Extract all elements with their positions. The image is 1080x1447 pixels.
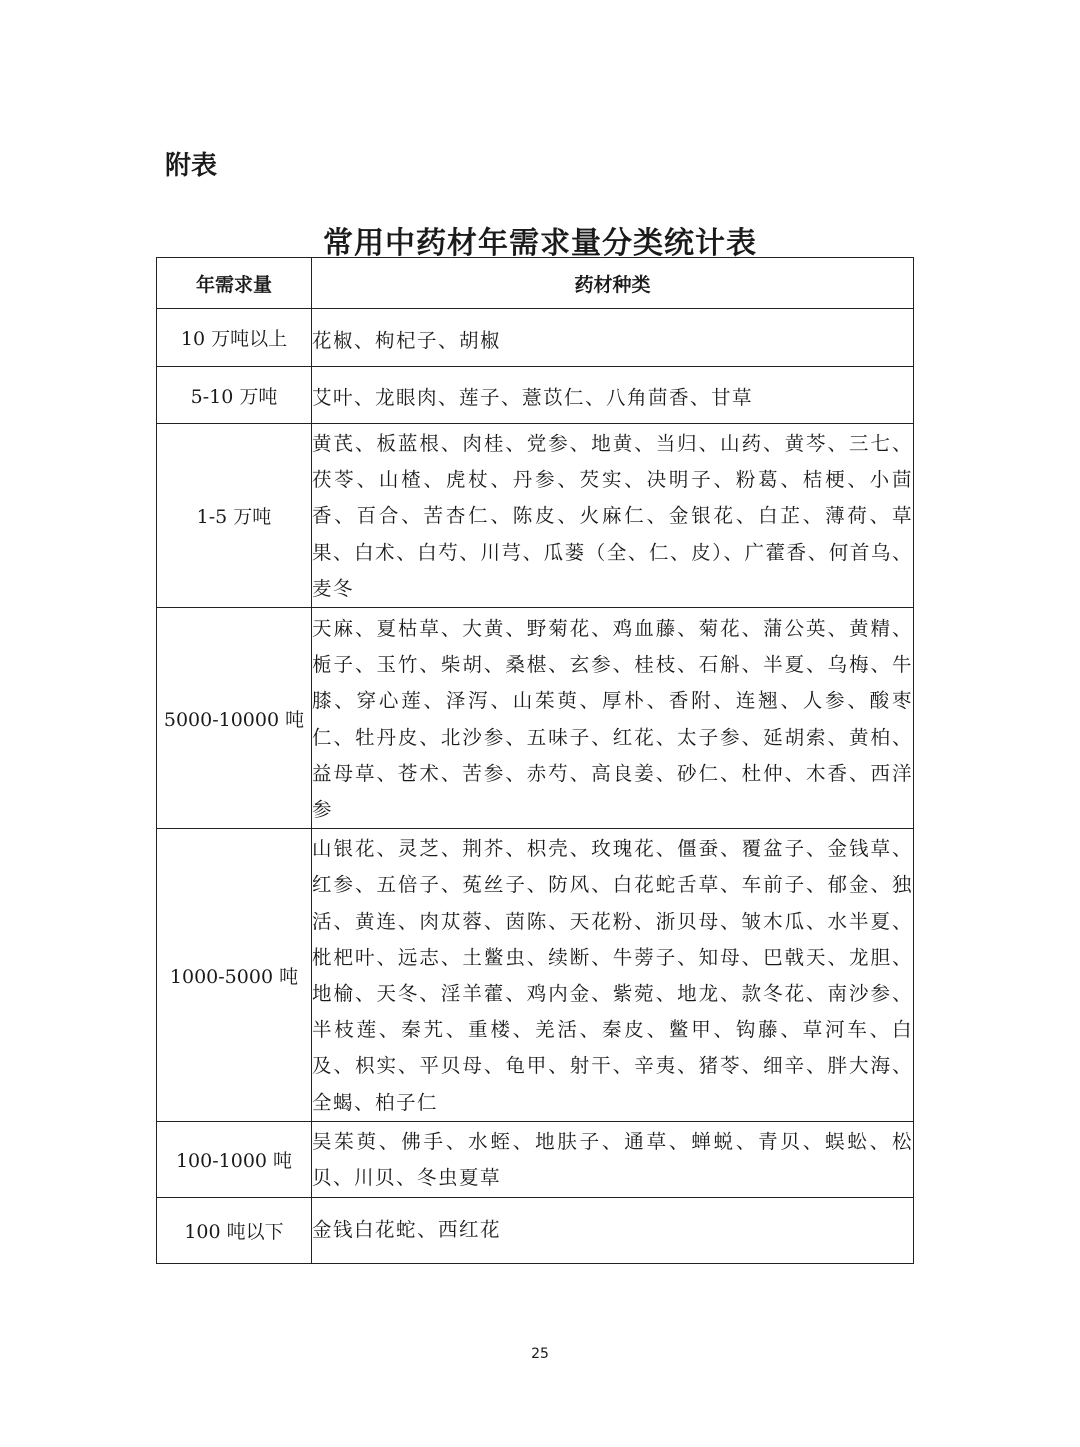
header-annual-demand: 年需求量 (157, 258, 312, 309)
table-row (157, 367, 914, 424)
demand-amount-cell: 10 万吨以上 (157, 309, 312, 367)
header-herb-types: 药材种类 (312, 258, 914, 309)
demand-amount-cell: 1000-5000 吨 (157, 829, 312, 1122)
demand-amount-cell: 1-5 万吨 (157, 424, 312, 608)
document-title: 常用中药材年需求量分类统计表 (323, 226, 757, 261)
table-row (157, 608, 914, 829)
herb-list-cell: 花椒、枸杞子、胡椒 (312, 309, 914, 367)
page-number: 25 (531, 1346, 549, 1362)
appendix-label: 附表 (165, 151, 218, 181)
demand-amount-cell: 100 吨以下 (157, 1197, 312, 1263)
table-row (157, 1122, 914, 1197)
herb-list-cell: 艾叶、龙眼肉、莲子、薏苡仁、八角茴香、甘草 (312, 367, 914, 424)
demand-amount-cell: 5-10 万吨 (157, 367, 312, 424)
table-row (157, 424, 914, 608)
demand-amount-cell: 5000-10000 吨 (157, 608, 312, 829)
herb-list-cell: 天麻、夏枯草、大黄、野菊花、鸡血藤、菊花、蒲公英、黄精、栀子、玉竹、柴胡、桑椹、玄参、桂枝、石斛、半夏、乌梅、牛膝、穿心莲、泽泻、山茱萸、厚朴、香附、连翘、人参、酸枣仁、牡丹皮、北沙参、五味子、红花、太子参、延胡索、黄柏、益母草、苍术、苦参、赤芍、高良姜、砂仁、杜仲、木香、西洋参 (312, 608, 914, 829)
table-row (157, 829, 914, 1122)
table-row (157, 309, 914, 367)
table-row (157, 1197, 914, 1263)
herb-demand-table (156, 257, 914, 1264)
herb-list-cell: 金钱白花蛇、西红花 (312, 1197, 914, 1263)
herb-list-cell: 吴茱萸、佛手、水蛭、地肤子、通草、蝉蜕、青贝、蜈蚣、松贝、川贝、冬虫夏草 (312, 1122, 914, 1197)
herb-list-cell: 黄芪、板蓝根、肉桂、党参、地黄、当归、山药、黄芩、三七、茯苓、山楂、虎杖、丹参、芡实、决明子、粉葛、桔梗、小茴香、百合、苦杏仁、陈皮、火麻仁、金银花、白芷、薄荷、草果、白术、白芍、川芎、瓜蒌（全、仁、皮）、广藿香、何首乌、麦冬 (312, 424, 914, 608)
demand-amount-cell: 100-1000 吨 (157, 1122, 312, 1197)
herb-list-cell: 山银花、灵芝、荆芥、枳壳、玫瑰花、僵蚕、覆盆子、金钱草、红参、五倍子、菟丝子、防风、白花蛇舌草、车前子、郁金、独活、黄连、肉苁蓉、茵陈、天花粉、浙贝母、皱木瓜、水半夏、枇杷叶、远志、土鳖虫、续断、牛蒡子、知母、巴戟天、龙胆、地榆、天冬、淫羊藿、鸡内金、紫菀、地龙、款冬花、南沙参、半枝莲、秦艽、重楼、羌活、秦皮、鳖甲、钩藤、草河车、白及、枳实、平贝母、龟甲、射干、辛夷、猪苓、细辛、胖大海、全蝎、柏子仁 (312, 829, 914, 1122)
table-header-row (157, 258, 914, 309)
